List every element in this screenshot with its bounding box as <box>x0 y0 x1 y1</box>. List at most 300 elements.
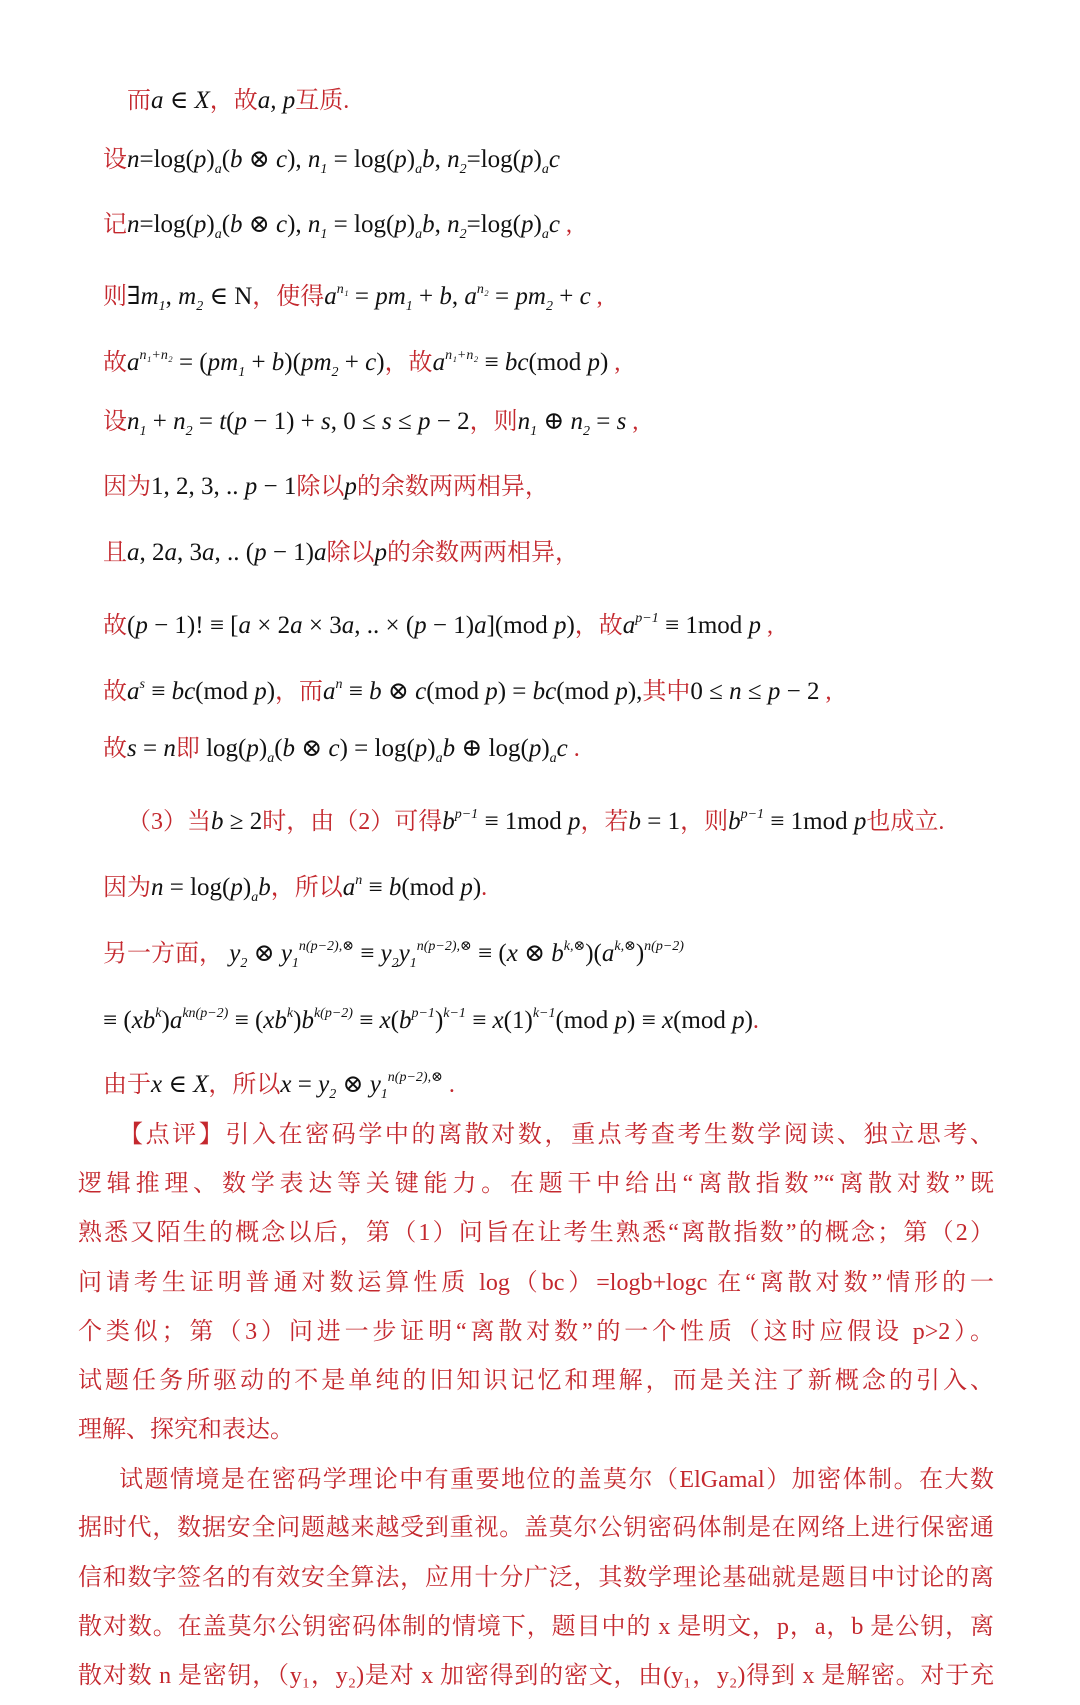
math-segment: ⊗ <box>295 735 329 762</box>
math-segment: p <box>193 146 207 173</box>
text-segment: 另一方面， <box>103 941 223 967</box>
subscript: a <box>549 751 557 766</box>
math-line <box>103 405 638 449</box>
math-segment: ) <box>258 735 268 762</box>
math-segment: + <box>146 408 174 435</box>
subscript: 1 <box>238 365 246 380</box>
math-segment: , <box>451 283 465 310</box>
math-segment: 0 ≤ <box>690 678 730 705</box>
math-segment: ( <box>221 211 231 238</box>
math-segment: a <box>164 539 177 566</box>
math-segment: ≡ <box>353 940 381 967</box>
math-segment: + <box>412 283 440 310</box>
math-segment: p <box>853 808 867 835</box>
math-segment: ⊗ <box>242 146 276 173</box>
math-segment: (mod <box>673 1007 733 1034</box>
math-segment: c <box>275 211 288 238</box>
text-segment: . <box>481 875 488 901</box>
math-segment: p <box>230 874 243 901</box>
math-segment: a <box>151 87 164 114</box>
math-segment: 1, 2, 3, .. <box>151 473 245 500</box>
math-segment: p <box>485 678 498 705</box>
text-segment: 而 <box>127 88 151 114</box>
math-segment: , 3 <box>177 539 202 566</box>
math-segment: p <box>767 678 781 705</box>
math-segment: p <box>244 473 258 500</box>
subscript: 2 <box>391 956 399 971</box>
math-segment: ) <box>533 211 542 238</box>
math-segment: ) <box>406 146 416 173</box>
math-segment: ⊕ <box>537 408 571 435</box>
math-segment: p <box>521 211 534 238</box>
math-segment: , 0 ≤ <box>330 408 382 435</box>
math-segment: n <box>163 735 176 762</box>
math-segment: a <box>622 612 636 639</box>
text-segment: , <box>761 613 774 639</box>
text-segment: 时，由（2）可得 <box>262 809 443 835</box>
text-segment: ，故 <box>384 350 433 376</box>
math-segment: ≡ <box>465 1007 493 1034</box>
math-segment: = <box>136 735 164 762</box>
commentary-line: 问请考生证明普通对数运算性质 log（bc）=logb+logc 在“离散对数”情形的一 <box>78 1270 994 1296</box>
math-segment: n <box>447 211 460 238</box>
text-segment: , <box>559 212 572 238</box>
text-segment: 因为 <box>103 875 151 901</box>
superscript: k(p−2) <box>313 1006 353 1021</box>
math-segment: t <box>219 408 227 435</box>
math-segment: y <box>318 1071 330 1098</box>
math-segment: ≡ ( <box>228 1007 264 1034</box>
math-segment: ⊗ <box>381 678 416 705</box>
math-segment: a <box>290 612 303 639</box>
text-segment: . <box>567 736 580 762</box>
text-segment: 其中 <box>642 679 691 705</box>
math-segment: = log( <box>163 874 231 901</box>
text-segment: 因为 <box>103 474 151 500</box>
superscript: k−1 <box>532 1006 556 1021</box>
superscript: n(p−2) <box>644 939 684 954</box>
math-segment: − 1) <box>426 612 475 639</box>
math-segment: a, p <box>257 87 296 114</box>
math-segment: b <box>271 349 285 376</box>
text-segment: , <box>590 284 603 310</box>
subscript: 2 <box>583 424 591 439</box>
math-segment: ≤ <box>741 678 768 705</box>
math-segment: X <box>194 87 210 114</box>
math-segment: b <box>230 146 243 173</box>
subscript: 2 <box>240 956 248 971</box>
math-segment: (mod <box>426 678 486 705</box>
math-segment: n <box>173 408 186 435</box>
subscript: a <box>267 751 275 766</box>
text-segment: 且 <box>103 540 127 566</box>
superscript: k,⊗ <box>614 939 636 954</box>
math-segment: a <box>127 349 140 376</box>
math-segment: ) <box>206 211 215 238</box>
math-segment: b <box>442 808 455 835</box>
math-segment: × 3 <box>302 612 342 639</box>
math-segment: pm <box>515 283 546 310</box>
math-segment: = <box>348 283 376 310</box>
text-segment: 除以 <box>296 474 345 500</box>
math-segment: a <box>202 539 215 566</box>
math-segment: ∈ <box>163 87 195 114</box>
math-segment: p <box>246 735 259 762</box>
math-segment: ) <box>744 1007 753 1034</box>
commentary-line: 【点评】引入在密码学中的离散对数，重点考查考生数学阅读、独立思考、 <box>119 1122 994 1148</box>
text-segment: 也成立. <box>866 809 945 835</box>
subscript: 2 <box>329 1087 337 1102</box>
math-segment: xb <box>263 1007 287 1034</box>
subscript: a <box>435 751 443 766</box>
math-segment: ) <box>161 1007 170 1034</box>
math-segment: ), <box>627 678 643 705</box>
math-segment: (mod <box>401 874 461 901</box>
subscript: a <box>541 227 549 242</box>
commentary-line: 个类似；第（3）问进一步证明“离散对数”的一个性质（这时应假设 p>2）。 <box>78 1319 994 1345</box>
commentary-line: 熟悉又陌生的概念以后，第（1）问旨在让考生熟悉“离散指数”的概念；第（2） <box>78 1220 994 1246</box>
superscript: kn(p−2) <box>182 1006 229 1021</box>
math-segment: ) <box>566 612 575 639</box>
math-segment: ) <box>206 146 215 173</box>
subscript: 2 <box>331 365 339 380</box>
math-line <box>103 864 487 915</box>
math-segment: c <box>548 146 560 173</box>
math-segment: a <box>323 678 336 705</box>
math-segment: n <box>151 874 164 901</box>
math-segment: p <box>394 146 407 173</box>
math-segment: m <box>178 283 197 310</box>
text-segment: ，而 <box>275 679 324 705</box>
text-segment: ，则 <box>680 809 729 835</box>
math-segment: ≡ 1mod <box>764 808 854 835</box>
math-segment: ≡ <box>352 1007 380 1034</box>
subscript: 1 <box>320 227 328 242</box>
math-segment: n <box>570 408 584 435</box>
math-segment: , <box>434 146 448 173</box>
math-segment: , 2 <box>139 539 165 566</box>
math-segment: = log( <box>327 211 395 238</box>
text-segment: 故 <box>103 613 127 639</box>
text-segment: 的余数两两相异， <box>387 540 580 566</box>
math-line <box>103 143 560 187</box>
text-segment: ，若 <box>580 809 629 835</box>
math-segment: xb <box>131 1007 156 1034</box>
math-segment: , <box>165 283 179 310</box>
math-segment: ⊗ <box>336 1071 370 1098</box>
commentary-line: 据时代，数据安全问题越来越受到重视。盖莫尔公钥密码体制是在网络上进行保密通 <box>78 1515 994 1541</box>
math-segment: b <box>398 1007 412 1034</box>
subscript: 2 <box>196 299 204 314</box>
math-segment: (mod <box>556 678 616 705</box>
math-segment: ⊗ <box>517 940 552 967</box>
math-segment: pm <box>207 349 239 376</box>
math-segment: b <box>369 678 382 705</box>
math-segment: = ( <box>172 349 208 376</box>
commentary-line: 散对数。在盖莫尔公钥密码体制的情境下，题目中的 x 是明文，p，a，b 是公钥，离 <box>78 1614 994 1640</box>
math-line <box>103 1061 455 1112</box>
math-segment: c <box>548 211 560 238</box>
math-segment: , <box>434 211 448 238</box>
math-segment: =log( <box>466 211 521 238</box>
text-segment: （3）当 <box>127 809 211 835</box>
math-segment: b <box>551 940 564 967</box>
math-segment: y <box>280 940 292 967</box>
math-segment: × 2 <box>251 612 291 639</box>
math-segment: ≡ ( <box>471 940 507 967</box>
superscript: n(p−2),⊗ <box>387 1070 443 1085</box>
math-segment: n <box>447 146 460 173</box>
math-segment: b <box>282 735 296 762</box>
text-segment: ，所以 <box>208 1072 281 1098</box>
math-segment: ⊗ <box>247 940 281 967</box>
text-segment: 设 <box>103 147 127 173</box>
math-segment: ) <box>293 1007 302 1034</box>
math-segment: p <box>614 1007 628 1034</box>
math-segment: (mod <box>555 1007 615 1034</box>
subscript: 2 <box>459 162 467 177</box>
subscript: 1 <box>409 956 417 971</box>
commentary-line: 试题情境是在密码学理论中有重要地位的盖莫尔（ElGamal）加密体制。在大数 <box>119 1467 994 1493</box>
math-segment: = <box>192 408 220 435</box>
math-segment: ) <box>266 678 276 705</box>
math-segment: s <box>321 408 331 435</box>
math-segment: p <box>553 612 567 639</box>
math-segment: ) <box>533 146 542 173</box>
math-segment: ≡ <box>362 874 389 901</box>
math-segment: y <box>398 940 410 967</box>
math-segment: s <box>382 408 392 435</box>
math-segment: ( <box>390 1007 399 1034</box>
superscript: n₂ <box>476 282 489 297</box>
math-segment: ) = <box>497 678 533 705</box>
text-segment: ，所以 <box>270 875 343 901</box>
text-segment: ，故 <box>574 613 623 639</box>
math-segment: b <box>211 808 224 835</box>
math-segment: )( <box>585 940 602 967</box>
math-segment: ) <box>472 874 482 901</box>
math-segment: a <box>169 1007 183 1034</box>
subscript: 1 <box>139 424 147 439</box>
text-segment: ，则 <box>469 409 518 435</box>
math-segment: = <box>590 408 617 435</box>
math-segment: ) <box>242 874 252 901</box>
text-segment: , <box>608 350 621 376</box>
math-segment: ⊗ <box>242 211 276 238</box>
math-line <box>103 208 572 252</box>
math-segment: ) <box>406 211 416 238</box>
math-segment: b <box>258 874 271 901</box>
math-line <box>127 798 944 839</box>
math-segment: c <box>365 349 377 376</box>
math-segment: p <box>254 678 267 705</box>
superscript: n₁+n₂ <box>139 348 173 363</box>
math-segment: m <box>140 283 159 310</box>
math-segment: x <box>661 1007 674 1034</box>
math-segment: (mod <box>528 349 588 376</box>
math-segment: p <box>460 874 473 901</box>
math-segment: pm <box>375 283 406 310</box>
commentary-line: 信和数字签名的有效安全算法，应用十分广泛，其数学理论基础就是题目中讨论的离 <box>78 1565 994 1591</box>
math-segment: ) <box>427 735 436 762</box>
math-segment: x <box>379 1007 391 1034</box>
math-segment: a <box>432 349 446 376</box>
math-segment: ≡ 1mod <box>658 612 749 639</box>
math-segment: y <box>380 940 392 967</box>
text-segment: 则 <box>103 284 127 310</box>
math-segment: bc <box>532 678 557 705</box>
math-segment: X <box>193 1071 209 1098</box>
text-segment: 记 <box>103 212 127 238</box>
text-segment: ，使得 <box>252 284 325 310</box>
math-segment: ≥ 2 <box>223 808 263 835</box>
math-segment: ](mod <box>486 612 554 639</box>
superscript: n₁ <box>336 282 349 297</box>
math-segment: bc <box>171 678 196 705</box>
math-segment: = 1 <box>640 808 681 835</box>
math-segment: b <box>422 211 435 238</box>
math-line <box>127 84 349 118</box>
text-segment: ，故 <box>209 88 258 114</box>
math-segment: b <box>422 146 435 173</box>
math-segment: ≡ <box>144 678 172 705</box>
subscript: a <box>214 162 222 177</box>
math-segment: pm <box>300 349 332 376</box>
commentary-line: 试题任务所驱动的不是单纯的旧知识记忆和理解，而是关注了新概念的引入、 <box>78 1368 994 1394</box>
superscript: k <box>155 1006 162 1021</box>
math-segment: ≡ <box>478 349 505 376</box>
text-segment: 即 <box>175 736 200 762</box>
math-segment: + <box>552 283 580 310</box>
superscript: n <box>355 873 363 888</box>
math-segment: b <box>442 735 456 762</box>
math-segment: ∈ <box>162 1071 194 1098</box>
math-segment: + <box>245 349 272 376</box>
superscript: n(p−2),⊗ <box>416 939 472 954</box>
math-segment: ( <box>274 735 283 762</box>
superscript: s <box>139 677 145 692</box>
math-segment: p <box>394 211 407 238</box>
math-segment: a <box>238 612 252 639</box>
math-segment: n <box>127 408 140 435</box>
math-segment: p <box>254 539 267 566</box>
math-segment: n <box>127 211 140 238</box>
math-segment: ( <box>226 408 235 435</box>
commentary-line: 理解、探究和表达。 <box>78 1417 294 1443</box>
subscript: 1 <box>405 299 413 314</box>
math-segment: p <box>417 408 431 435</box>
math-segment: ∃ <box>127 283 141 310</box>
math-segment: n <box>127 146 140 173</box>
commentary-line: 散对数 n 是密钥，（y₁，y₂)是对 x 加密得到的密文，由(y₁，y₂)得到 x 是解密。对于充 <box>78 1663 994 1689</box>
math-segment: ( <box>221 146 231 173</box>
math-segment: , .. × ( <box>354 612 415 639</box>
math-segment: (mod <box>195 678 255 705</box>
math-line <box>103 668 831 709</box>
math-segment: ⊕ log( <box>455 735 529 762</box>
math-segment: b <box>628 808 641 835</box>
math-segment: p <box>748 612 762 639</box>
math-segment: − 1) <box>266 539 315 566</box>
math-segment: − 1)! ≡ [ <box>147 612 239 639</box>
subscript: a <box>214 227 222 242</box>
text-segment: 故 <box>103 350 127 376</box>
math-segment: s <box>127 735 137 762</box>
math-segment: , .. ( <box>214 539 255 566</box>
math-segment: ≡ 1mod <box>478 808 568 835</box>
superscript: p−1 <box>411 1006 435 1021</box>
math-segment: p <box>528 735 542 762</box>
math-segment: p <box>344 473 357 500</box>
math-segment: =log( <box>139 146 194 173</box>
subscript: 1 <box>320 162 328 177</box>
text-segment: . <box>442 1072 455 1098</box>
subscript: 1 <box>158 299 166 314</box>
subscript: 2 <box>185 424 193 439</box>
text-segment: . <box>752 1008 759 1034</box>
math-segment: b <box>230 211 243 238</box>
math-segment: ) <box>541 735 550 762</box>
math-line <box>103 930 684 981</box>
math-segment: − 1 <box>257 473 297 500</box>
text-segment: 故 <box>103 736 127 762</box>
math-segment: x <box>280 1071 292 1098</box>
math-segment: a <box>324 283 337 310</box>
superscript: n <box>335 677 343 692</box>
math-segment: x <box>151 1071 163 1098</box>
math-segment: a <box>342 874 356 901</box>
math-segment: ) = log( <box>339 735 415 762</box>
math-segment: c <box>579 283 591 310</box>
text-segment: 除以 <box>326 540 375 566</box>
subscript: a <box>251 890 259 905</box>
math-segment: ( <box>127 612 136 639</box>
math-segment: p <box>414 612 427 639</box>
math-segment: n <box>729 678 742 705</box>
math-segment: ) ≡ <box>627 1007 662 1034</box>
subscript: 1 <box>530 424 538 439</box>
math-line <box>103 602 773 643</box>
math-segment: p <box>587 349 600 376</box>
superscript: n(p−2),⊗ <box>298 939 354 954</box>
math-segment: a <box>341 612 355 639</box>
text-segment: 互质. <box>295 88 350 114</box>
math-segment: p <box>615 678 628 705</box>
math-segment: p <box>732 1007 745 1034</box>
math-segment: p <box>567 808 581 835</box>
math-segment: − 2 <box>780 678 820 705</box>
math-line <box>103 339 620 390</box>
math-segment: x <box>506 940 518 967</box>
math-segment: = <box>291 1071 319 1098</box>
math-segment: ), <box>287 211 308 238</box>
math-line <box>103 536 579 570</box>
math-segment: ) <box>635 940 645 967</box>
superscript: k−1 <box>443 1006 466 1021</box>
math-segment: a <box>314 539 327 566</box>
math-segment: log( <box>199 735 247 762</box>
math-segment: = log( <box>327 146 395 173</box>
text-segment: , <box>819 679 832 705</box>
math-segment: − 2 <box>430 408 470 435</box>
math-segment: + <box>338 349 366 376</box>
math-segment: y <box>369 1071 381 1098</box>
superscript: n₁+n₂ <box>445 348 479 363</box>
math-segment: ) <box>376 349 385 376</box>
math-segment: = <box>488 283 516 310</box>
superscript: p−1 <box>454 807 479 822</box>
subscript: 1 <box>380 1087 388 1102</box>
